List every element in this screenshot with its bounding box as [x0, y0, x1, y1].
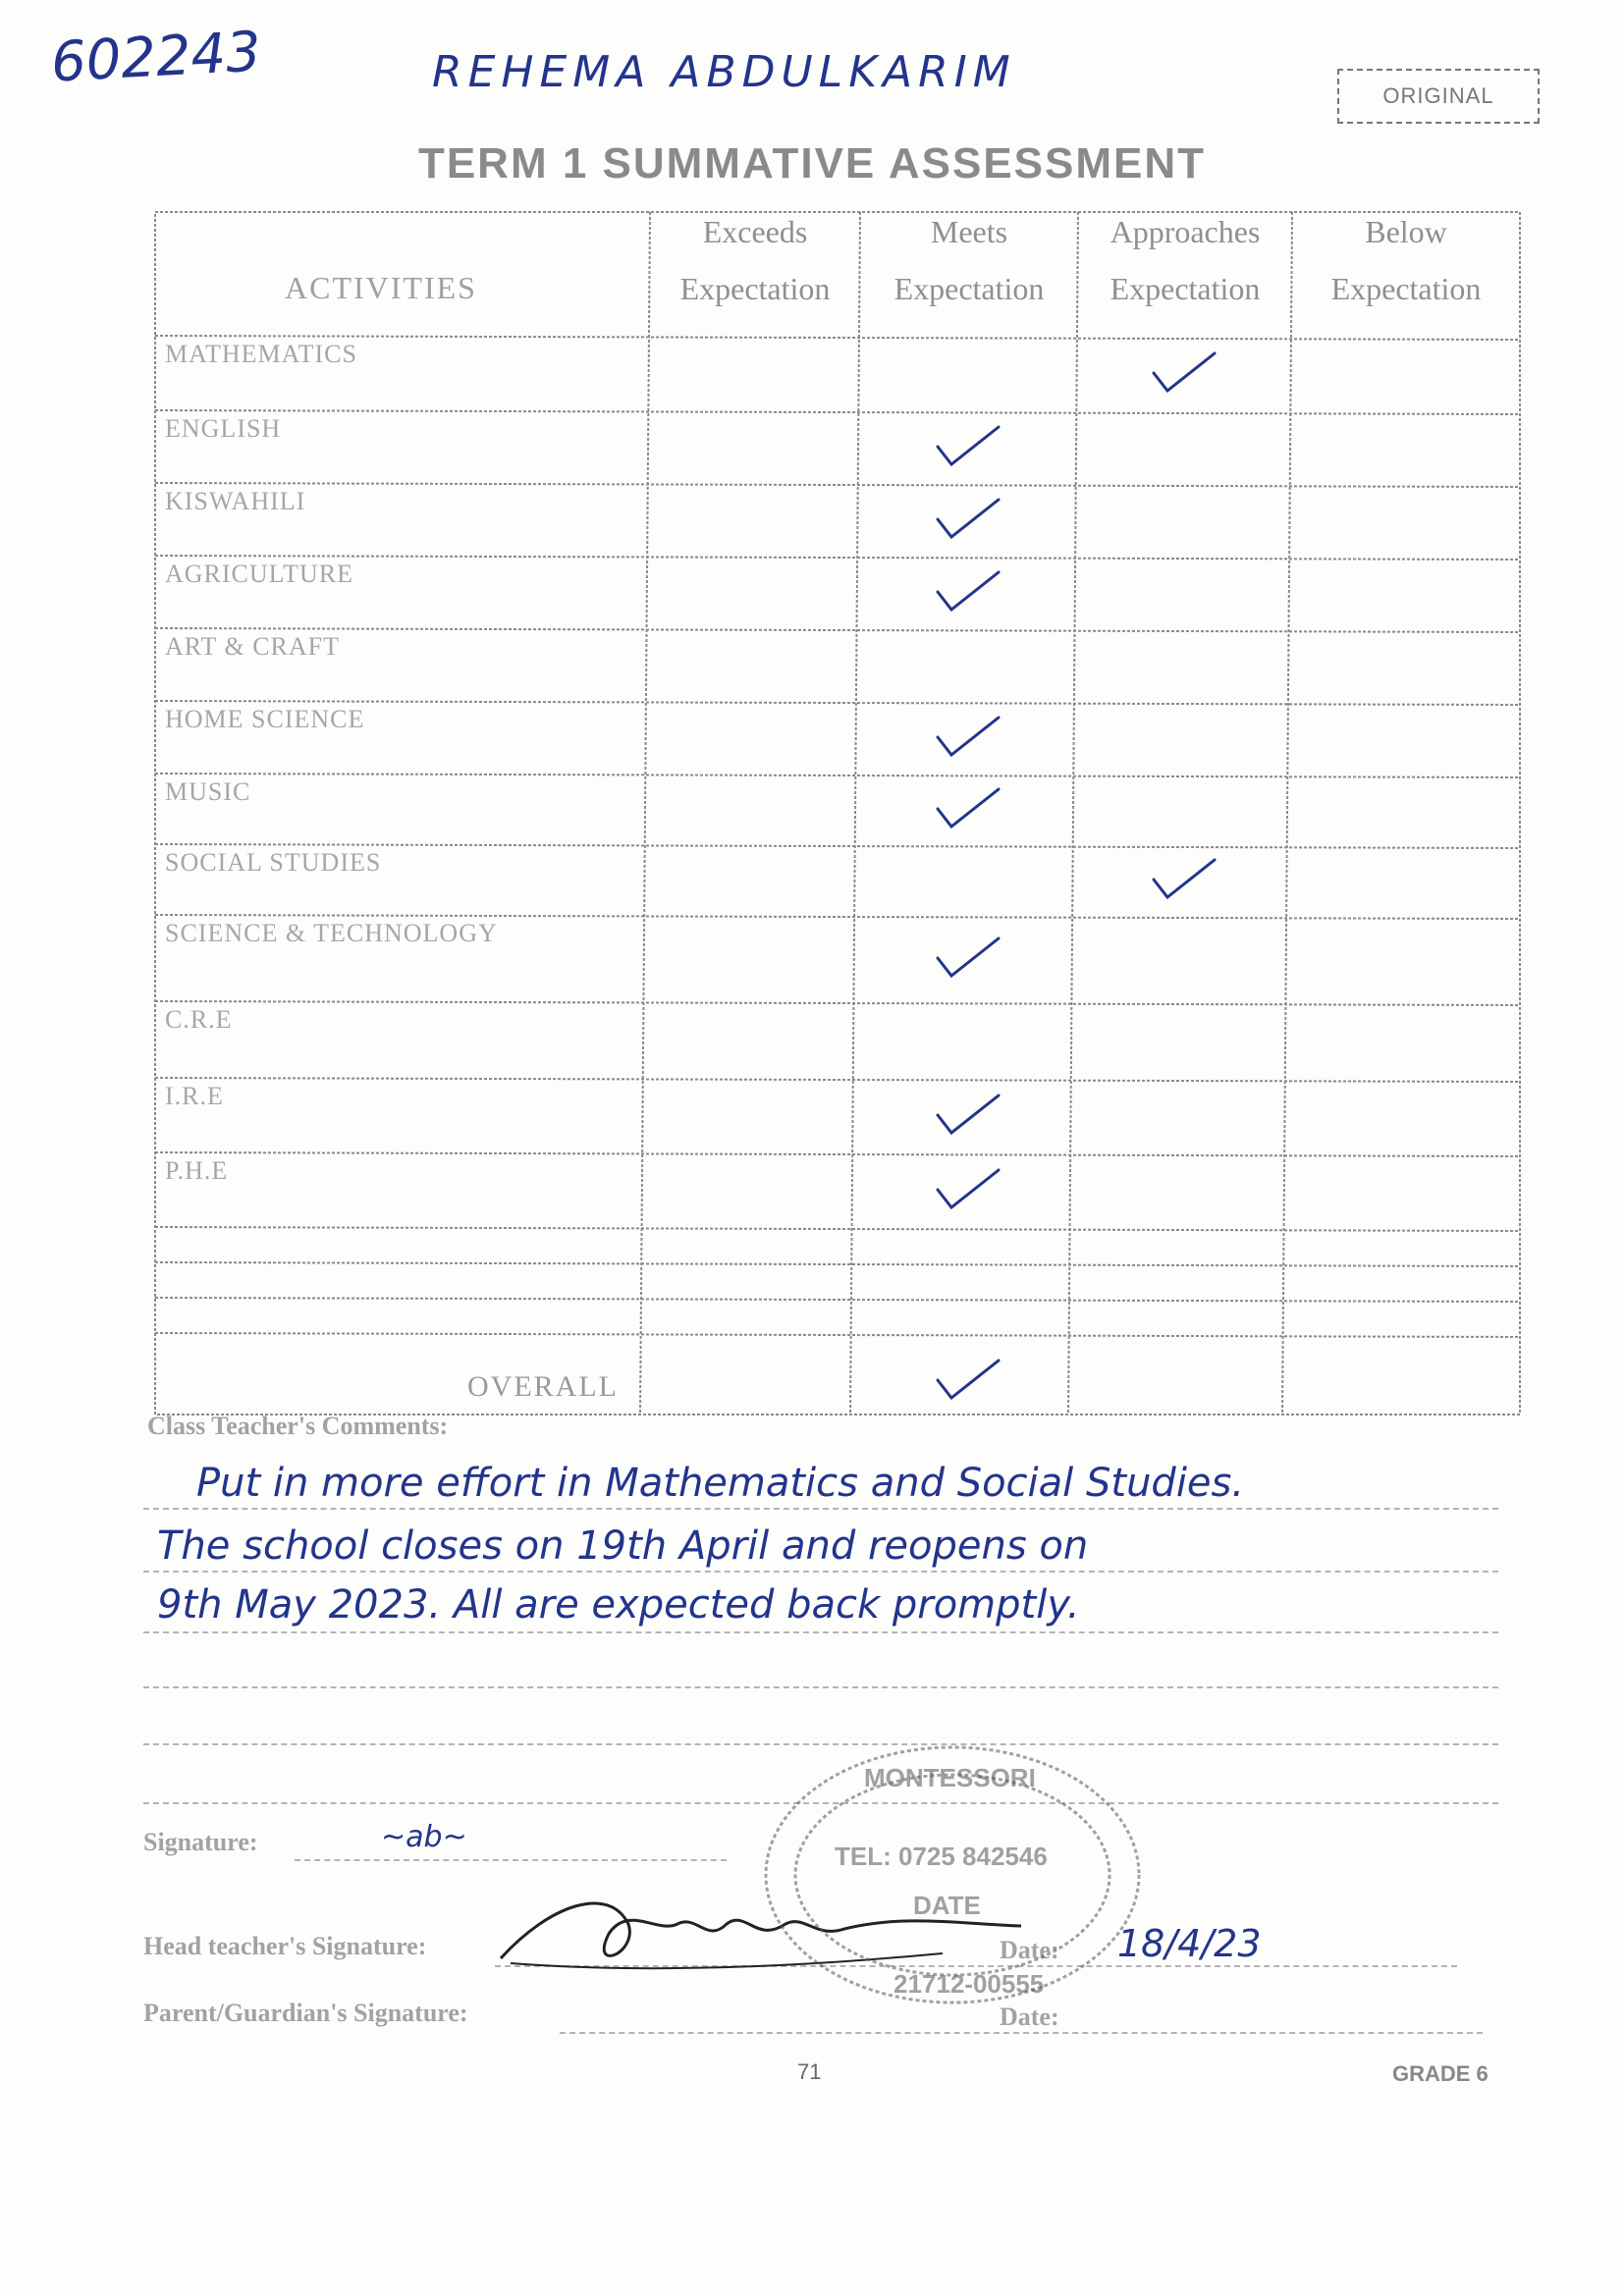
checkmark-icon — [1154, 353, 1215, 391]
head-teacher-label: Head teacher's Signature: — [143, 1932, 427, 1960]
checkmark-icon — [938, 427, 999, 464]
checkmark-icon — [938, 789, 999, 827]
row-divider — [155, 1227, 1520, 1231]
parent-date-label: Date: — [1000, 2002, 1059, 2031]
column-divider — [850, 212, 860, 1415]
teacher-initials-signature: ~ab~ — [381, 1820, 467, 1854]
column-divider — [1068, 212, 1078, 1415]
column-divider — [1282, 212, 1292, 1415]
activity-label: MATHEMATICS — [165, 340, 357, 368]
row-divider — [155, 1078, 1520, 1082]
checkmark-icon — [938, 1170, 999, 1207]
checkmark-icon — [1154, 860, 1215, 897]
activity-label: AGRICULTURE — [165, 560, 354, 588]
column-header-4-line2: Expectation — [1330, 271, 1482, 306]
head-date-label: Date: — [1000, 1936, 1059, 1964]
grade-label: GRADE 6 — [1392, 2061, 1489, 2086]
row-divider — [155, 1298, 1520, 1302]
column-header-1-line1: Exceeds — [702, 214, 808, 249]
activity-label: HOME SCIENCE — [165, 705, 365, 733]
original-stamp: ORIGINAL — [1337, 69, 1540, 124]
checkmark-icon — [938, 718, 999, 755]
row-divider — [155, 483, 1520, 487]
activity-label: ART & CRAFT — [165, 632, 340, 661]
comment-rule — [143, 1631, 1498, 1633]
comment-line-3: 9th May 2023. All are expected back promptly. — [157, 1582, 1080, 1628]
row-divider — [155, 410, 1520, 414]
checkmark-icon — [938, 1361, 999, 1398]
row-divider — [155, 1001, 1520, 1005]
checkmark-icon — [938, 572, 999, 610]
comment-rule — [143, 1686, 1498, 1688]
activity-label: C.R.E — [165, 1005, 233, 1034]
parent-label: Parent/Guardian's Signature: — [143, 1999, 468, 2027]
activity-label: KISWAHILI — [165, 487, 306, 515]
stamp-tel-text: TEL: 0725 842546 — [835, 1842, 1048, 1871]
page-number: 71 — [797, 2059, 822, 2084]
checkmark-icon — [938, 1095, 999, 1133]
comment-line-2: The school closes on 19th April and reopens on — [157, 1523, 1089, 1569]
row-divider — [155, 1152, 1520, 1156]
column-divider — [640, 212, 650, 1415]
activity-label: SOCIAL STUDIES — [165, 848, 382, 877]
comment-rule — [143, 1508, 1498, 1510]
checkmark-icon — [938, 938, 999, 976]
comments-label: Class Teacher's Comments: — [147, 1412, 449, 1440]
activities-header: ACTIVITIES — [285, 270, 477, 305]
column-header-1-line2: Expectation — [679, 271, 831, 306]
parent-signature-rule — [560, 2032, 1483, 2034]
page-title: TERM 1 SUMMATIVE ASSESSMENT — [417, 139, 1207, 187]
stamp-bottom-text: 21712-00555 — [893, 1969, 1045, 1999]
column-header-3-line2: Expectation — [1110, 271, 1261, 306]
column-header-4-line1: Below — [1365, 214, 1447, 249]
row-divider — [155, 336, 1520, 340]
row-divider — [155, 556, 1520, 560]
activity-label: I.R.E — [165, 1082, 224, 1110]
signature-label: Signature: — [143, 1828, 258, 1856]
column-header-2-line2: Expectation — [893, 271, 1045, 306]
student-id: 602243 — [49, 20, 263, 95]
grid-border — [155, 212, 1520, 1415]
stamp-top-text: MONTESSORI — [864, 1763, 1036, 1792]
row-divider — [155, 628, 1520, 632]
column-header-3-line1: Approaches — [1110, 214, 1261, 249]
date-handwritten: 18/4/23 — [1117, 1922, 1262, 1965]
activity-label: P.H.E — [165, 1156, 229, 1185]
comment-rule — [143, 1571, 1498, 1573]
overall-label: OVERALL — [467, 1370, 619, 1403]
activity-label: ENGLISH — [165, 414, 282, 443]
activity-label: MUSIC — [165, 777, 251, 806]
column-header-2-line1: Meets — [930, 214, 1008, 249]
school-stamp — [746, 1728, 1159, 2022]
activity-label: SCIENCE & TECHNOLOGY — [165, 919, 498, 947]
row-divider — [155, 1333, 1520, 1337]
row-divider — [155, 1262, 1520, 1266]
checkmark-icon — [938, 500, 999, 537]
comment-line-1: Put in more effort in Mathematics and Social Studies. — [196, 1461, 1245, 1506]
row-divider — [155, 774, 1520, 777]
student-name: REHEMA ABDULKARIM — [432, 47, 1016, 97]
stamp-date-text: DATE — [913, 1891, 981, 1920]
signature-rule — [295, 1859, 727, 1861]
